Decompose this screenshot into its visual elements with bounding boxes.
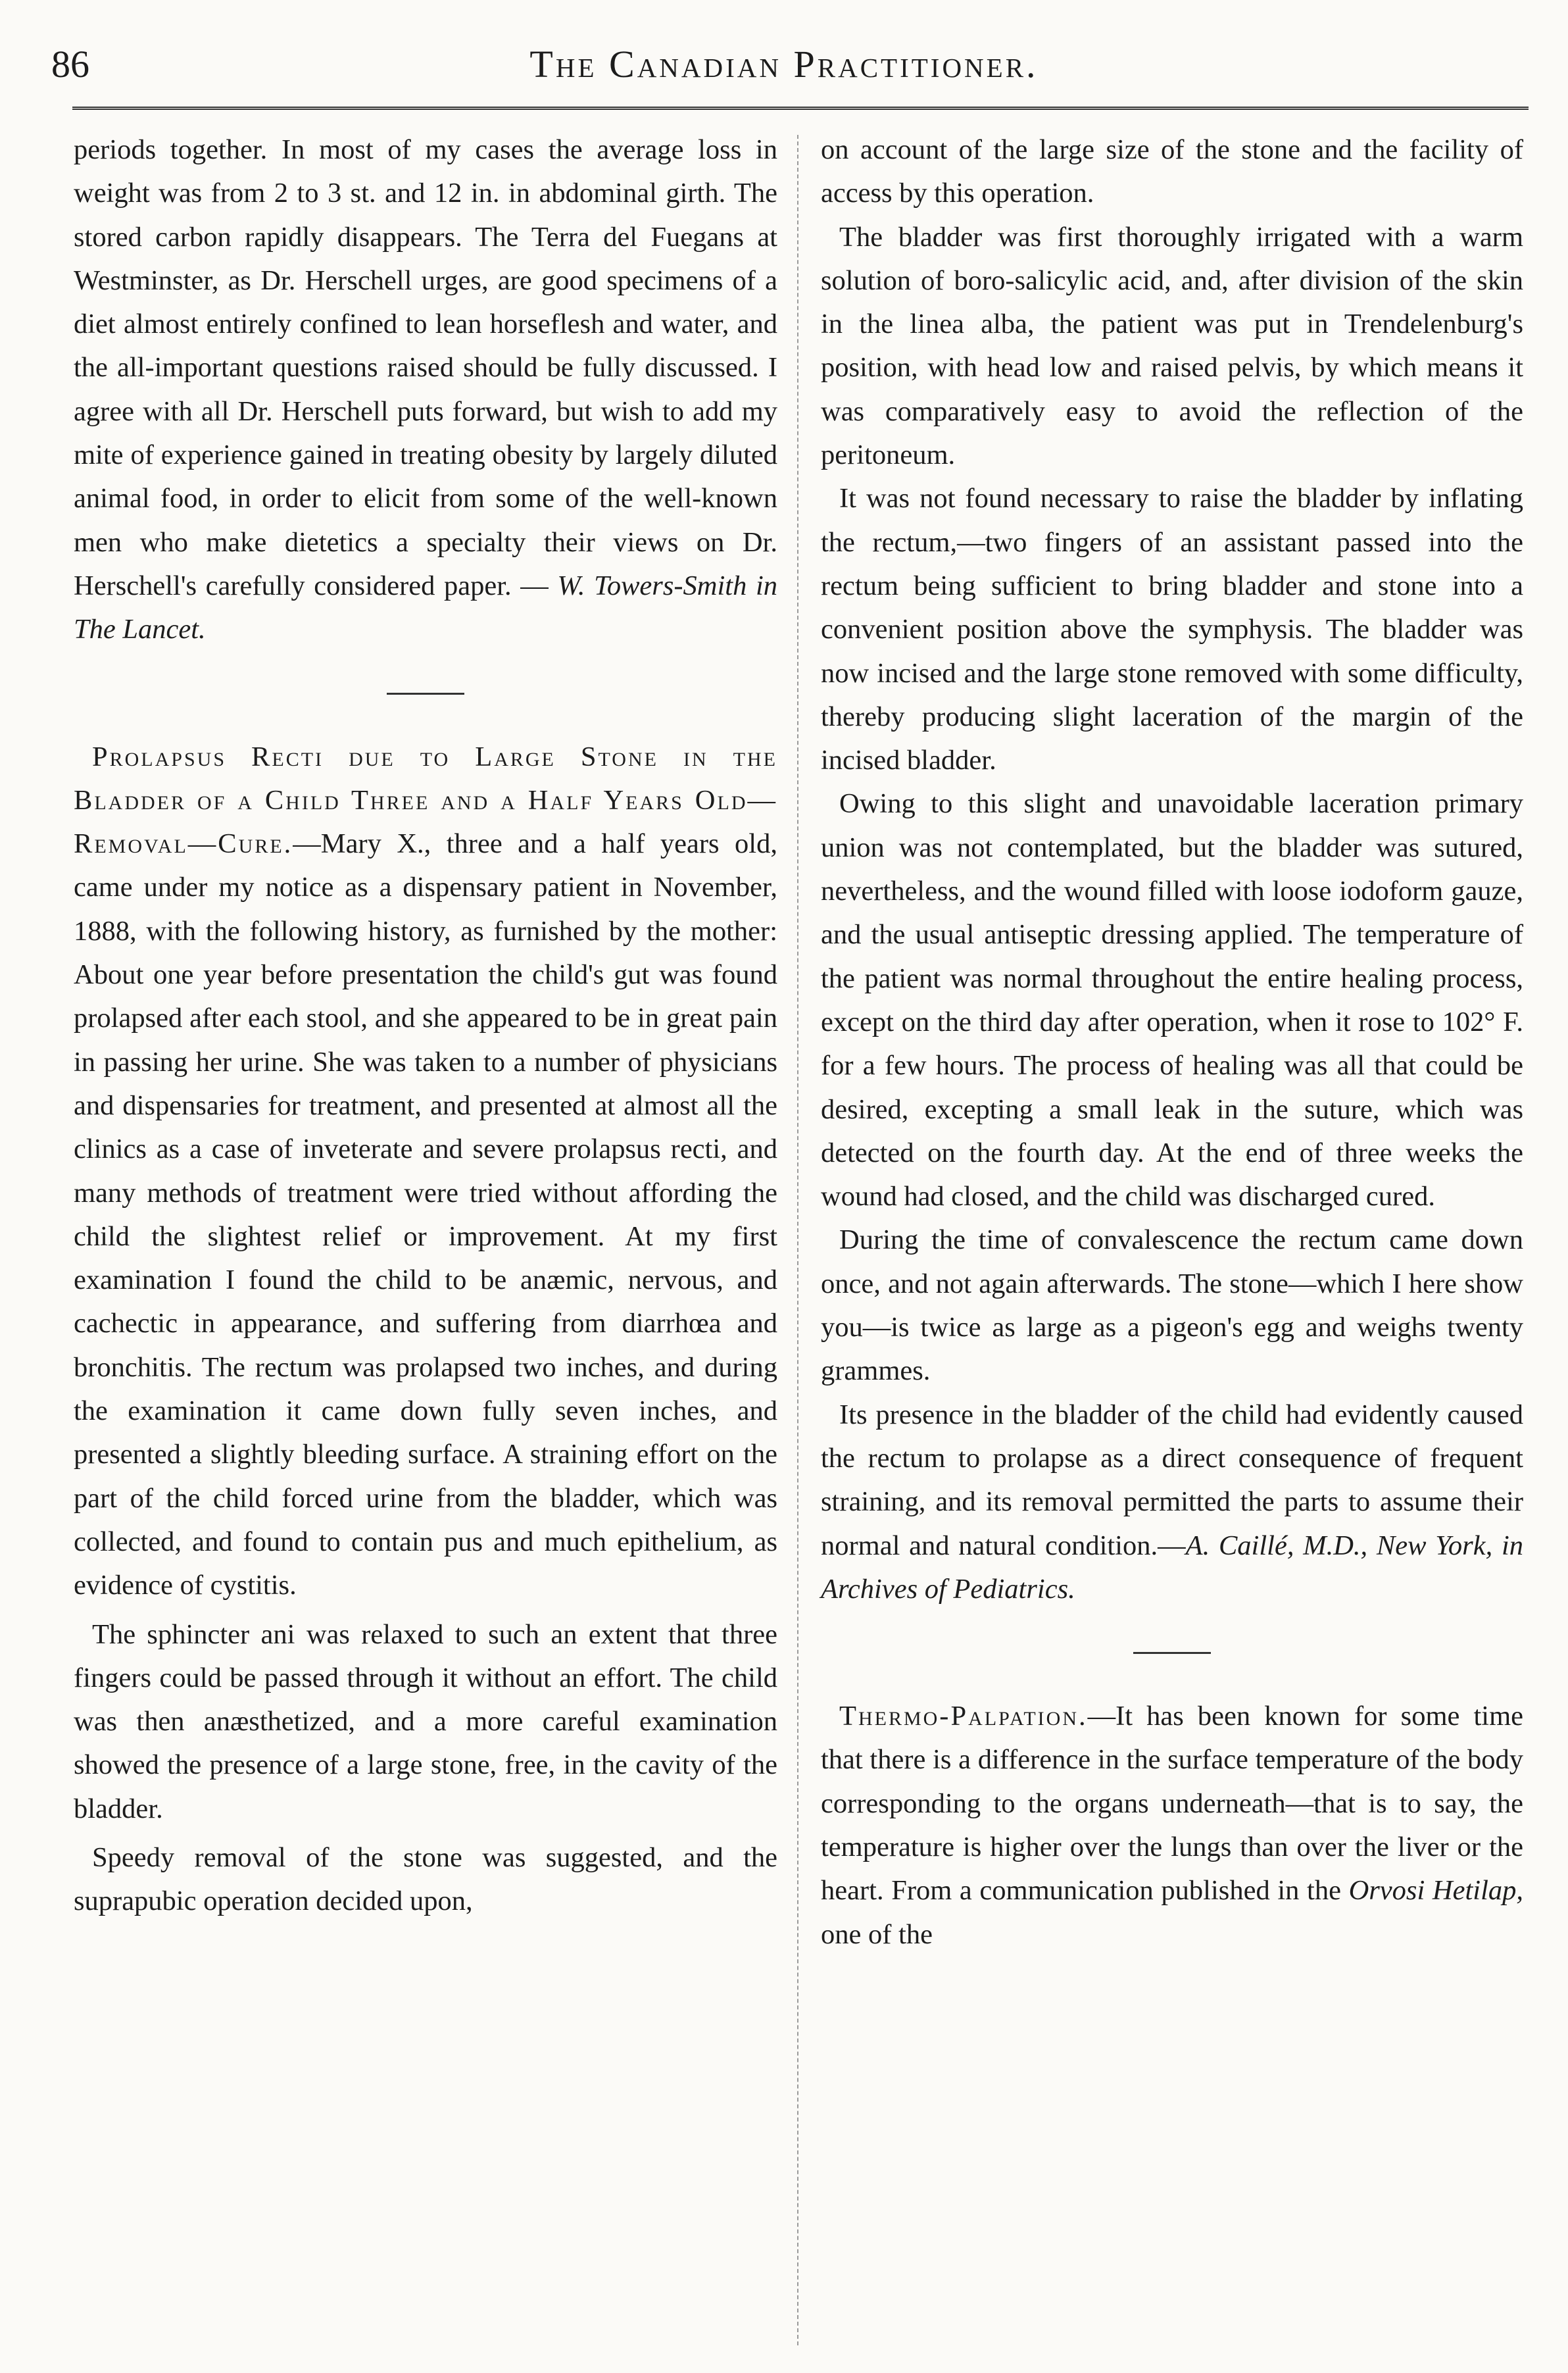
section-separator [1133, 1652, 1211, 1654]
paragraph: During the time of convalescence the rectum came down once, and not again afterwards. The stone—which I here show you—is twice as large as a pigeon's egg and weighs twenty grammes. [821, 1224, 1523, 1387]
article-title: Prolapsus Recti due to Large Stone in the Bladder of a Child Three and a Half Years Old—Removal—Cure. [74, 741, 777, 860]
running-title: The Canadian Practitioner. [529, 43, 1039, 86]
paragraph-text: periods together. In most of my cases the average loss in weight was from 2 to 3 st. and 12 in. in abdominal girth. The stored carbon rapidly disappears. The Terra del Fuegans at Westminster, as Dr. Herschell urges, are good specimens of a diet almost entirely confined to lean horseflesh and water, and the all-important questions raised should be fully discussed. I agree with all Dr. Herschell puts forward, but wish to add my mite of experience gained in treating obesity by largely diluted animal food, in order to elicit from some of the well-known men who make dietetics a specialty their views on Dr. Herschell's carefully considered paper. — [74, 134, 777, 601]
paragraph [74, 128, 777, 652]
article-title: Thermo-Palpation. [839, 1701, 1088, 1732]
header-rule [72, 107, 1529, 110]
paragraph: Speedy removal of the stone was suggested, and the suprapubic operation decided upon, [74, 1841, 777, 1917]
signature: A. Caillé, M.D., New York, in Archives of Pediatrics. [821, 1530, 1524, 1605]
paragraph: on account of the large size of the stone and the facility of access by this operation. [821, 134, 1523, 209]
paragraph: Owing to this slight and unavoidable laceration primary union was not contemplated, but the bladder was sutured, nevertheless, and the wound filled with loose iodoform gauze, and the usual antiseptic dressing applied. The temperature of the patient was normal throughout the entire healing process, except on the third day after operation, when it rose to 102° F. for a few hours. The process of healing was all that could be desired, excepting a small leak in the suture, which was detected on the fourth day. At the end of three weeks the wound had closed, and the child was discharged cured. [821, 788, 1523, 1212]
section-separator [387, 693, 464, 695]
paragraph: The sphincter ani was relaxed to such an extent that three fingers could be passed through it without an effort. The child was then anæsthetized, and a more careful examination showed the presence of a large stone, free, in the cavity of the bladder. [74, 1618, 777, 1824]
paragraph-text: one of the [821, 1918, 933, 1950]
paragraph [821, 1393, 1523, 1611]
left-column [74, 128, 777, 1924]
paragraph: The bladder was first thoroughly irrigated with a warm solution of boro-salicylic acid, and, after division of the skin in the linea alba, the patient was put in Trendelenburg's position, with head low and raised pelvis, by which means it was comparatively easy to avoid the reflection of the peritoneum. [821, 221, 1523, 471]
page-header [46, 32, 1522, 97]
column-divider [797, 135, 798, 2345]
paragraph [74, 736, 777, 1608]
journal-name: Orvosi Hetilap, [1348, 1875, 1524, 1907]
paragraph-text: Its presence in the bladder of the child had evidently caused the rectum to prolapse as a direct consequence of frequent straining, and its removal permitted the parts to assume their normal and natural condition.— [821, 1399, 1523, 1561]
paragraph [821, 1695, 1523, 1957]
paragraph-text: —It has been known for some time that there is a difference in the surface temperature of the body corresponding to the organs underneath—that is to say, the temperature is higher over the lungs than over the liver or the heart. From a communication published in the [821, 1701, 1523, 1907]
paragraph: It was not found necessary to raise the bladder by inflating the rectum,—two fingers of an assistant passed into the rectum being sufficient to bring bladder and stone into a convenient position above the symphysis. The bladder was now incised and the large stone removed with some difficulty, thereby producing slight laceration of the margin of the incised bladder. [821, 483, 1523, 776]
page-number: 86 [51, 43, 89, 86]
signature: W. Towers-Smith in The Lancet. [74, 570, 777, 645]
paragraph-text: —Mary X., three and a half years old, came under my notice as a dispensary patient in November, 1888, with the following history, as furnished by the mother: About one year before presentation the child's gut was found prolapsed after each stool, and she appeared to be in great pain in passing her urine. She was taken to a number of physicians and dispensaries for treatment, and presented at almost all the clinics as a case of inveterate and severe prolapsus recti, and many methods of treatment were tried without affording the child the slightest relief or improvement. At my first examination I found the child to be anæmic, nervous, and cachectic in appearance, and suffering from diarrhœa and bronchitis. The rectum was prolapsed two inches, and during the examination it came down fully seven inches, and presented a slightly bleeding surface. A straining effort on the part of the child forced urine from the bladder, which was collected, and found to contain pus and much epithelium, as evidence of cystitis. [74, 828, 777, 1601]
right-column [821, 128, 1523, 1957]
